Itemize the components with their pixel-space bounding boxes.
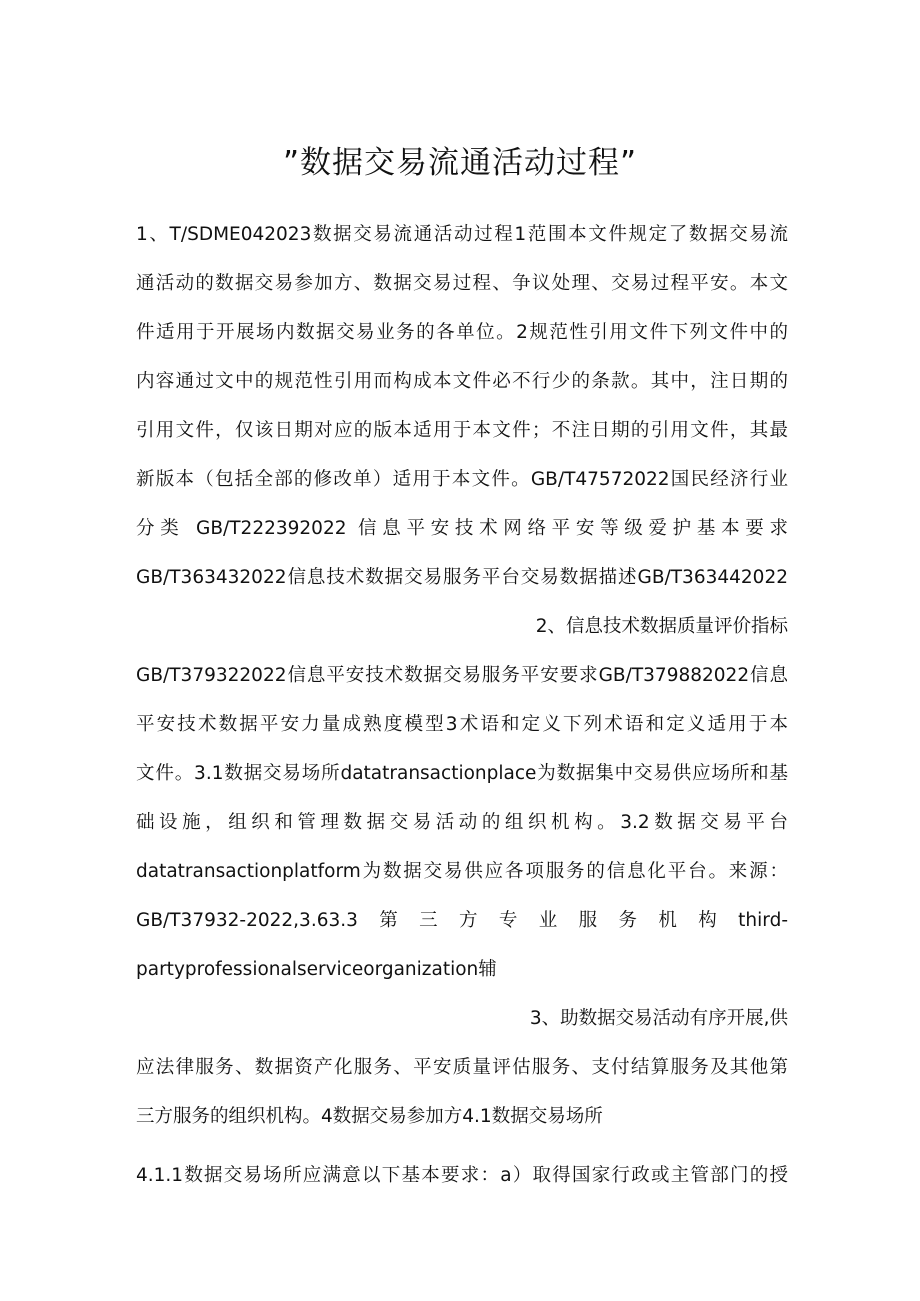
paragraph-line: 文件。3.1数据交易场所datatransactionplace为数据集中交易供应场所和基 — [136, 763, 788, 784]
paragraph-line: 平安技术数据平安力量成熟度模型3术语和定义下列术语和定义适用于本 — [136, 714, 788, 735]
paragraph-line: 3、助数据交易活动有序开展,供 — [529, 1008, 788, 1029]
paragraph-line: partyprofessionalserviceorganization辅 — [136, 959, 497, 980]
paragraph-line: 新版本（包括全部的修改单）适用于本文件。GB/T47572022国民经济行业 — [136, 469, 788, 490]
paragraph-line: 1、T/SDME042023数据交易流通活动过程1范围本文件规定了数据交易流 — [136, 224, 788, 245]
paragraph-line: 分类 GB/T222392022 信息平安技术网络平安等级爱护基本要求 — [136, 518, 788, 539]
paragraph-line: 应法律服务、数据资产化服务、平安质量评估服务、支付结算服务及其他第 — [136, 1057, 788, 1078]
paragraph-line: 2、信息技术数据质量评价指标 — [535, 616, 788, 637]
paragraph-line: datatransactionplatform为数据交易供应各项服务的信息化平台。来源： — [136, 861, 788, 882]
paragraph-line: 引用文件，仅该日期对应的版本适用于本文件；不注日期的引用文件，其最 — [136, 420, 788, 441]
paragraph-line: 三方服务的组织机构。4数据交易参加方4.1数据交易场所 — [136, 1106, 603, 1127]
paragraph-line: 础设施，组织和管理数据交易活动的组织机构。3.2数据交易平台 — [136, 812, 788, 833]
paragraph-line: 内容通过文中的规范性引用而构成本文件必不行少的条款。其中，注日期的 — [136, 371, 788, 392]
paragraph-line: GB/T379322022信息平安技术数据交易服务平安要求GB/T379882022信息 — [136, 665, 788, 686]
paragraph-line: GB/T37932-2022,3.63.3 第 三 方 专 业 服 务 机 构 third- — [136, 910, 788, 931]
paragraph-line: 通活动的数据交易参加方、数据交易过程、争议处理、交易过程平安。本文 — [136, 273, 788, 294]
document-title: ”数据交易流通活动过程” — [282, 145, 638, 181]
paragraph-line: 件适用于开展场内数据交易业务的各单位。2规范性引用文件下列文件中的 — [136, 322, 788, 343]
paragraph-line: GB/T363432022信息技术数据交易服务平台交易数据描述GB/T363442022 — [136, 567, 788, 588]
paragraph-line: 4.1.1数据交易场所应满意以下基本要求：a）取得国家行政或主管部门的授 — [136, 1165, 788, 1186]
